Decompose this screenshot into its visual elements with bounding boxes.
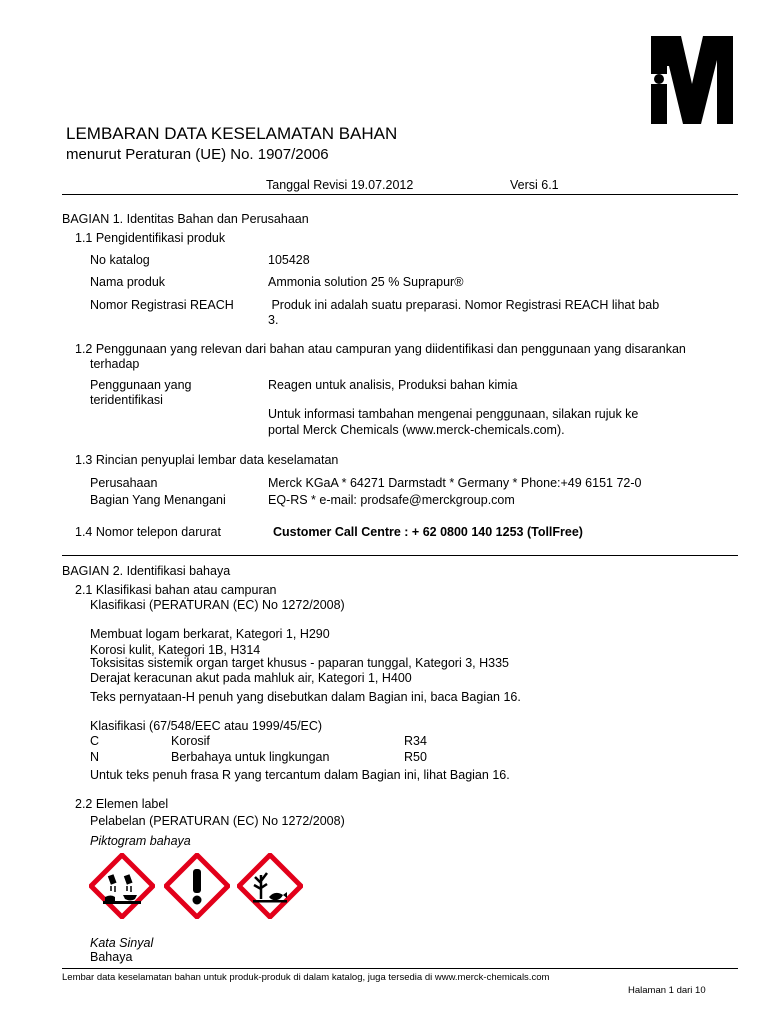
- exclamation-pictogram-icon: [164, 853, 230, 919]
- section1-divider: [62, 555, 738, 556]
- table-row-name: Berbahaya untuk lingkungan: [171, 750, 330, 764]
- classification-line: Toksisitas sistemik organ target khusus - paparan tunggal, Kategori 3, H335: [90, 656, 509, 670]
- s2-1-subheading2: Klasifikasi (67/548/EEC atau 1999/45/EC): [90, 719, 323, 733]
- s1-1-row-catalog: [90, 253, 150, 267]
- row-label: Nomor Registrasi REACH: [90, 298, 234, 312]
- s1-2-heading: 1.2 Penggunaan yang relevan dari bahan atau campuran yang diidentifikasi dan penggunaan yang disarankan: [75, 342, 686, 356]
- revision-date: Tanggal Revisi 19.07.2012: [266, 178, 414, 192]
- emergency-phone: Customer Call Centre : + 62 0800 140 1253 (TollFree): [273, 525, 583, 539]
- s1-2-heading-cont: terhadap: [90, 357, 140, 371]
- signal-word-value: Bahaya: [90, 950, 133, 964]
- signal-word-label: Kata Sinyal: [90, 936, 154, 950]
- s2-2-heading: 2.2 Elemen label: [75, 797, 169, 811]
- s1-3-heading: 1.3 Rincian penyuplai lembar data keselamatan: [75, 453, 339, 467]
- classification-note2: Untuk teks penuh frasa R yang tercantum dalam Bagian ini, lihat Bagian 16.: [90, 768, 510, 782]
- s1-3-dept-label: Bagian Yang Menangani: [90, 493, 226, 507]
- table-row-code: N: [90, 750, 100, 764]
- table-row-name: Korosif: [171, 734, 210, 748]
- corrosion-pictogram-icon: [89, 853, 155, 919]
- table-row-r: R34: [404, 734, 427, 748]
- row-value: Produk ini adalah suatu preparasi. Nomor Registrasi REACH lihat bab: [268, 298, 660, 312]
- s1-4-heading: 1.4 Nomor telepon darurat: [75, 525, 221, 539]
- s1-2-value: Reagen untuk analisis, Produksi bahan kimia: [268, 378, 518, 392]
- table-row-code: C: [90, 734, 100, 748]
- section2-heading: BAGIAN 2. Identifikasi bahaya: [62, 564, 231, 578]
- s1-2-label-cont: teridentifikasi: [90, 393, 163, 407]
- row-value-cont: 3.: [268, 313, 279, 327]
- s2-2-subheading: Pelabelan (PERATURAN (EC) No 1272/2008): [90, 814, 345, 828]
- classification-note: Teks pernyataan-H penuh yang disebutkan dalam Bagian ini, baca Bagian 16.: [90, 690, 521, 704]
- s1-2-label: Penggunaan yang: [90, 378, 192, 392]
- classification-line: Derajat keracunan akut pada mahluk air, Kategori 1, H400: [90, 671, 412, 685]
- document-subtitle: menurut Peraturan (UE) No. 1907/2006: [66, 146, 329, 163]
- environment-pictogram-icon: [237, 853, 303, 919]
- s1-2-info-cont: portal Merck Chemicals (www.merck-chemicals.com).: [268, 423, 565, 437]
- s1-1-row-product: [90, 275, 165, 289]
- table-row-r: R50: [404, 750, 427, 764]
- s1-3-dept-value: EQ-RS * e-mail: prodsafe@merckgroup.com: [268, 493, 515, 507]
- section1-heading: BAGIAN 1. Identitas Bahan dan Perusahaan: [62, 212, 309, 226]
- header-divider: [62, 194, 738, 195]
- row-label: Nama produk: [90, 275, 166, 289]
- s1-1-heading: 1.1 Pengidentifikasi produk: [75, 231, 226, 245]
- footer-divider: [62, 968, 738, 969]
- classification-line: Korosi kulit, Kategori 1B, H314: [90, 643, 261, 657]
- pictogram-label: Piktogram bahaya: [90, 834, 191, 848]
- s2-1-heading: 2.1 Klasifikasi bahan atau campuran: [75, 583, 277, 597]
- s1-1-row-reach: [90, 298, 234, 312]
- s1-3-company-value: Merck KGaA * 64271 Darmstadt * Germany * Phone:+49 6151 72-0: [268, 476, 642, 490]
- merck-logo-icon: [651, 36, 733, 124]
- classification-line: Membuat logam berkarat, Kategori 1, H290: [90, 627, 330, 641]
- footer-note: Lembar data keselamatan bahan untuk produk-produk di dalam katalog, juga tersedia di www.merck-chemicals.com: [62, 972, 550, 983]
- s2-1-subheading: Klasifikasi (PERATURAN (EC) No 1272/2008): [90, 598, 345, 612]
- s1-2-info: Untuk informasi tambahan mengenai penggunaan, silakan rujuk ke: [268, 407, 639, 421]
- row-value: 105428: [268, 253, 310, 267]
- document-title: LEMBARAN DATA KESELAMATAN BAHAN: [66, 124, 398, 143]
- version: Versi 6.1: [510, 178, 559, 192]
- row-label: No katalog: [90, 253, 150, 267]
- page-number: Halaman 1 dari 10: [628, 985, 706, 996]
- row-value: Ammonia solution 25 % Suprapur®: [268, 275, 464, 289]
- s1-3-company-label: Perusahaan: [90, 476, 158, 490]
